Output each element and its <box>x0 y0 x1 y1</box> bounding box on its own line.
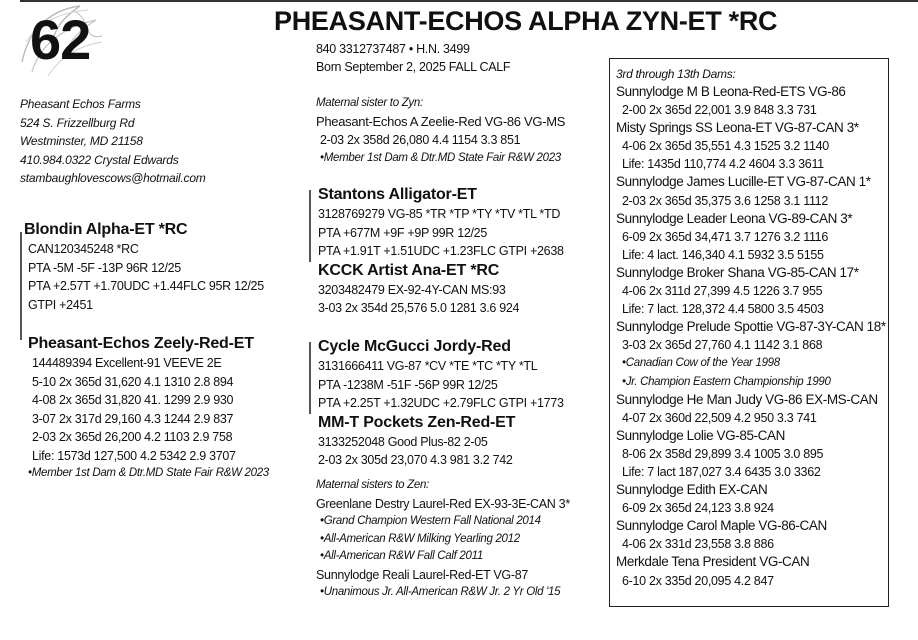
consignor-address: 524 S. Frizzellburg Rd <box>20 115 135 130</box>
ancestor-dam-record: 6-09 2x 365d 34,471 3.7 1276 3.2 1116 <box>622 229 828 244</box>
dams-sire-bracket <box>309 342 311 414</box>
dam-line: 144489394 Excellent-91 VEEVE 2E <box>32 356 222 370</box>
sire-block <box>24 220 264 314</box>
consignor-email: stambaughlovescows@hotmail.com <box>20 171 206 185</box>
dams-list <box>616 83 886 590</box>
section-heading: 3rd through 13th Dams: <box>616 67 736 81</box>
dams-sire-line: 3131666411 VG-87 *CV *TE *TC *TY *TL <box>318 359 538 373</box>
ancestor-dam-record: Life: 7 lact 187,027 3.4 6435 3.0 3362 <box>622 464 821 479</box>
sire-bracket <box>20 232 22 340</box>
dam-side-block <box>318 337 564 470</box>
consignor-block <box>20 95 206 188</box>
sire-line: PTA +2.57T +1.70UDC +1.44FLC 95R 12/25 <box>28 279 264 293</box>
ancestor-dam-name: Sunnylodge Leader Leona VG-89-CAN 3* <box>616 210 853 226</box>
section-heading: Maternal sisters to Zen: <box>316 479 429 491</box>
dam-record: 3-07 2x 317d 29,160 4.3 1244 2.9 837 <box>32 411 234 426</box>
ancestor-dam-name: Sunnylodge Carol Maple VG-86-CAN <box>616 518 827 534</box>
sire-side-block <box>318 185 564 318</box>
ancestor-dam-name: Sunnylodge Prelude Spottie VG-87-3Y-CAN 18* <box>616 319 886 335</box>
sister-note: •Member 1st Dam & Dtr.MD State Fair R&W 2023 <box>320 151 561 164</box>
sires-dam-line: 3203482479 EX-92-4Y-CAN MS:93 <box>318 282 506 297</box>
ancestor-dam-name: Sunnylodge M B Leona-Red-ETS VG-86 <box>616 84 846 99</box>
sires-dam-record: 3-03 2x 354d 25,576 5.0 1281 3.6 924 <box>318 301 520 315</box>
ancestor-dam-note: •Jr. Champion Eastern Championship 1990 <box>622 375 831 388</box>
ancestor-dam-record: Life: 1435d 110,774 4.2 4604 3.3 3611 <box>622 157 824 172</box>
ancestor-dam-record: 2-00 2x 365d 22,001 3.9 848 3.3 731 <box>622 103 817 118</box>
zen-sisters-list <box>316 495 570 602</box>
maternal-sister-zyn-block <box>316 95 565 167</box>
sister-name: Greenlane Destry Laurel-Red EX-93-3E-CAN 3* <box>316 496 570 511</box>
ancestor-dam-record: Life: 4 lact. 146,340 4.1 5932 3.5 5155 <box>622 247 824 262</box>
maternal-sisters-zen-block <box>316 477 570 602</box>
dams-sire-name: Cycle McGucci Jordy-Red <box>318 338 511 355</box>
lot-number: 62 <box>30 8 91 71</box>
dams-dam-name: MM-T Pockets Zen-Red-ET <box>318 413 516 431</box>
dam-note: •Member 1st Dam & Dtr.MD State Fair R&W 2023 <box>28 467 269 479</box>
ancestor-dam-record: 4-07 2x 360d 22,509 4.2 950 3.3 741 <box>622 410 817 425</box>
sister-note: •Grand Champion Western Fall National 2014 <box>320 515 541 527</box>
dams-3-13-content <box>616 65 886 590</box>
ancestor-dam-name: Sunnylodge James Lucille-ET VG-87-CAN 1* <box>616 174 871 190</box>
ancestor-dam-record: 2-03 2x 365d 35,375 3.6 1258 3.1 1112 <box>622 193 828 208</box>
sires-sire-line: PTA +1.91T +1.51UDC +1.23FLC GTPI +2638 <box>318 244 564 258</box>
dam-record: 2-03 2x 365d 26,200 4.2 1103 2.9 758 <box>32 430 233 444</box>
registration-line: 840 3312737487 • H.N. 3499 <box>316 42 470 56</box>
ancestor-dam-name: Sunnylodge He Man Judy VG-86 EX-MS-CAN <box>616 391 878 407</box>
animal-title: PHEASANT-ECHOS ALPHA ZYN-ET *RC <box>274 6 778 36</box>
sister-record: 2-03 2x 358d 26,080 4.4 1154 3.3 851 <box>320 133 521 147</box>
dams-dam-record: 2-03 2x 305d 23,070 4.3 981 3.2 742 <box>318 453 513 467</box>
sire-line: CAN120345248 *RC <box>28 242 139 256</box>
ancestor-dam-name: Misty Springs SS Leona-ET VG-87-CAN 3* <box>616 120 859 136</box>
ancestor-dam-name: Sunnylodge Broker Shana VG-85-CAN 17* <box>616 264 859 280</box>
sires-sire-bracket <box>309 190 311 262</box>
consignor-farm: Pheasant Echos Farms <box>20 97 141 111</box>
dam-life-record: Life: 1573d 127,500 4.2 5342 2.9 3707 <box>32 448 236 463</box>
sire-name: Blondin Alpha-ET *RC <box>24 221 188 238</box>
ancestor-dam-name: Merkdale Tena President VG-CAN <box>616 554 810 570</box>
sister-note: •All-American R&W Milking Yearling 2012 <box>320 532 520 545</box>
ancestor-dam-record: 6-10 2x 335d 20,095 4.2 847 <box>622 573 774 588</box>
top-rule <box>20 0 918 2</box>
ancestor-dam-record: 8-06 2x 358d 29,899 3.4 1005 3.0 895 <box>622 446 824 461</box>
dam-name: Pheasant-Echos Zeely-Red-ET <box>28 335 254 352</box>
sister-note: •Unanimous Jr. All-American R&W Jr. 2 Yr Old '15 <box>320 586 561 598</box>
section-heading: Maternal sister to Zyn: <box>316 97 423 109</box>
dam-block <box>28 334 269 483</box>
dam-record: 5-10 2x 365d 31,620 4.1 1310 2.8 894 <box>32 374 234 389</box>
dam-record: 4-08 2x 365d 31,820 41. 1299 2.9 930 <box>32 393 234 407</box>
ancestor-dam-record: 4-06 2x 365d 35,551 4.3 1525 3.2 1140 <box>622 139 829 154</box>
ancestor-dam-note: •Canadian Cow of the Year 1998 <box>622 357 780 370</box>
dams-3-13-box <box>609 58 889 607</box>
sire-line: GTPI +2451 <box>28 297 93 312</box>
registration-info <box>316 40 510 76</box>
sister-name: Pheasant-Echos A Zeelie-Red VG-86 VG-MS <box>316 113 566 129</box>
birth-line: Born September 2, 2025 FALL CALF <box>316 60 511 74</box>
sire-line: PTA -5M -5F -13P 96R 12/25 <box>28 260 181 275</box>
sister-name: Sunnylodge Reali Laurel-Red-ET VG-87 <box>316 567 529 582</box>
sister-note: •All-American R&W Fall Calf 2011 <box>320 550 483 562</box>
dams-sire-line: PTA -1238M -51F -56P 99R 12/25 <box>318 377 498 392</box>
ancestor-dam-record: 4-06 2x 331d 23,558 3.8 886 <box>622 537 774 552</box>
sires-sire-name: Stantons Alligator-ET <box>318 186 477 203</box>
ancestor-dam-record: 4-06 2x 311d 27,399 4.5 1226 3.7 955 <box>622 284 823 299</box>
sires-dam-name: KCCK Artist Ana-ET *RC <box>318 261 500 279</box>
sires-sire-line: PTA +677M +9F +9P 99R 12/25 <box>318 225 487 240</box>
ancestor-dam-record: 6-09 2x 365d 24,123 3.8 924 <box>622 501 774 516</box>
consignor-phone: 410.984.0322 Crystal Edwards <box>20 152 179 167</box>
dams-dam-line: 3133252048 Good Plus-82 2-05 <box>318 434 488 449</box>
ancestor-dam-name: Sunnylodge Lolie VG-85-CAN <box>616 427 785 443</box>
ancestor-dam-record: Life: 7 lact. 128,372 4.4 5800 3.5 4503 <box>622 302 824 317</box>
dams-sire-line: PTA +2.25T +1.32UDC +2.79FLC GTPI +1773 <box>318 396 564 410</box>
ancestor-dam-name: Sunnylodge Edith EX-CAN <box>616 482 768 498</box>
sires-sire-line: 3128769279 VG-85 *TR *TP *TY *TV *TL *TD <box>318 207 561 221</box>
ancestor-dam-record: 3-03 2x 365d 27,760 4.1 1142 3.1 868 <box>622 338 823 353</box>
consignor-city: Westminster, MD 21158 <box>20 134 143 148</box>
